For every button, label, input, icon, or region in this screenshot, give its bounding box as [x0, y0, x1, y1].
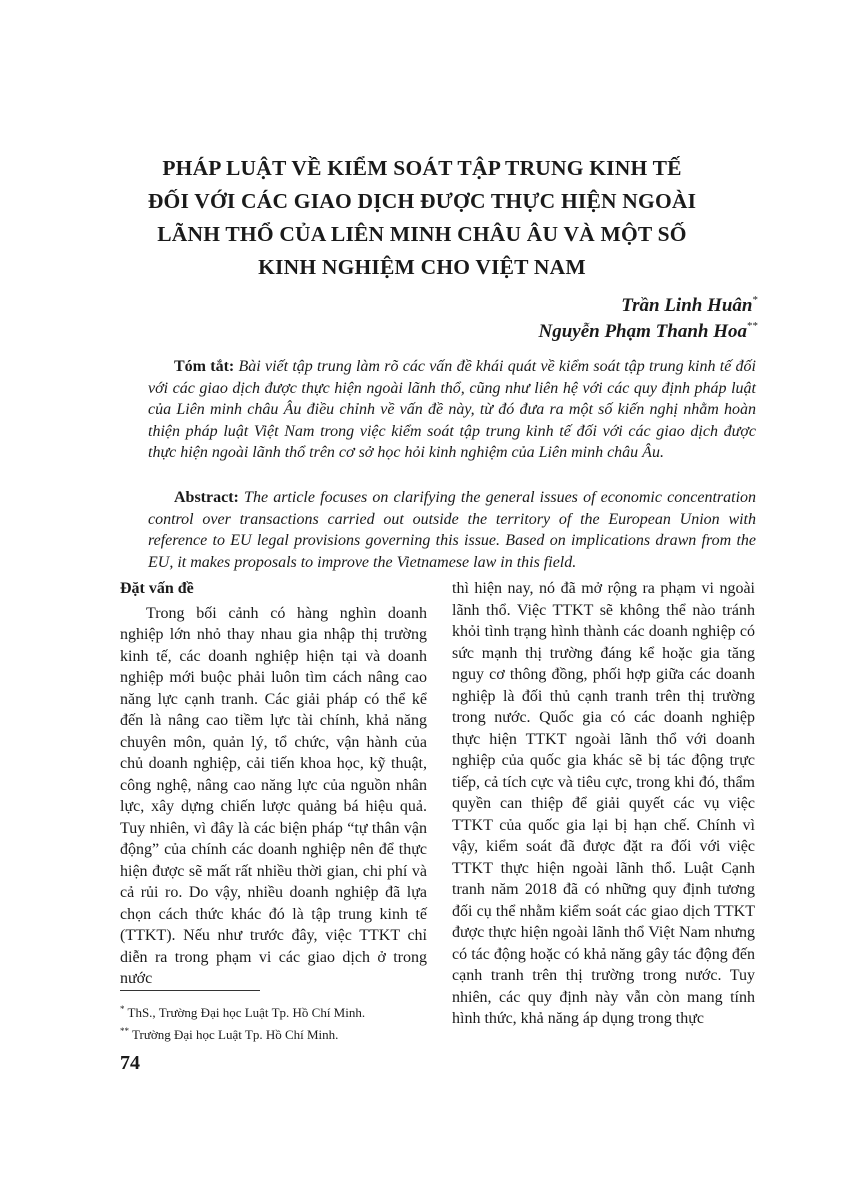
body-paragraph: Trong bối cảnh có hàng nghìn doanh nghiệp lớn nhỏ thay nhau gia nhập thị trường kinh tế, các doanh nghiệp hiện tại và doanh nghiệp mới buộc phải luôn tìm cách nâng cao năng lực cạnh tranh. Các giải pháp có thể kể đến là nâng cao tiềm lực tài chính, khả năng chuyên môn, quản lý, tổ chức, vận hành của chủ doanh nghiệp, cải tiến khoa học, kỹ thuật, công nghệ, nâng cao năng lực của nguồn nhân lực, xây dựng chiến lược quảng bá hiệu quả. Tuy nhiên, vì đây là các biện pháp “tự thân vận động” của chính các doanh nghiệp nên để thực hiện được sẽ mất rất nhiều thời gian, chi phí và cả rủi ro. Do vậy, nhiều doanh nghiệp đã lựa chọn cách thức khác đó là tập trung kinh tế (TTKT). Nếu như trước đây, việc TTKT chỉ diễn ra trong phạm vi các giao dịch ở trong nước: [120, 604, 427, 987]
footnote: [120, 1000, 427, 1022]
author-name: Nguyễn Phạm Thanh Hoa: [538, 321, 747, 342]
body-paragraph: thì hiện nay, nó đã mở rộng ra phạm vi ngoài lãnh thổ. Việc TTKT sẽ không thể nào tránh khỏi tình trạng hình thành các doanh nghiệp có sức mạnh thị trường đáng kể hoặc gia tăng nguy cơ thông đồng, phối hợp giữa các doanh nghiệp là đối thủ cạnh tranh trên thị trường trong nước. Quốc gia có các doanh nghiệp thực hiện TTKT ngoài lãnh thổ với doanh nghiệp của quốc gia khác sẽ bị tác động trực tiếp, cả tích cực và tiêu cực, trong khi đó, thẩm quyền can thiệp để giải quyết các vụ việc TTKT của quốc gia lại bị hạn chế. Chính vì vậy, kiểm soát đã được đặt ra đối với việc TTKT thực hiện ngoài lãnh thổ. Luật Cạnh tranh năm 2018 đã có những quy định tương đối cụ thể nhằm kiểm soát các giao dịch TTKT được thực hiện ngoài lãnh thổ Việt Nam nhưng có tác động hoặc có khả năng gây tác động đến cạnh tranh trên thị trường trong nước. Tuy nhiên, các quy định này vẫn còn mang tính hình thức, khả năng áp dụng trong thực: [452, 580, 755, 1027]
abstract-label: Tóm tắt:: [174, 358, 235, 375]
author-2: [538, 320, 758, 343]
author-1: [621, 294, 758, 317]
author-name: Trần Linh Huân: [621, 295, 753, 316]
abstract-label: Abstract:: [174, 489, 239, 506]
page-number: 74: [120, 1052, 140, 1074]
footnote-divider: [120, 990, 260, 991]
footnote-mark: *: [120, 1004, 125, 1014]
author-footnote-mark: *: [752, 294, 758, 306]
title-line: PHÁP LUẬT VỀ KIỂM SOÁT TẬP TRUNG KINH TẾ: [162, 156, 682, 180]
footnote-mark: **: [120, 1026, 129, 1036]
abstract-text: Bài viết tập trung làm rõ các vấn đề khái quát về kiểm soát tập trung kinh tế đối với các giao dịch được thực hiện ngoài lãnh thổ, cũng như liên hệ với các quy định pháp luật của Liên minh châu Âu điều chỉnh về vấn đề này, từ đó đưa ra một số kiến nghị nhằm hoàn thiện pháp luật Việt Nam trong việc kiểm soát tập trung kinh tế đối với các giao dịch được thực hiện ngoài lãnh thổ trên cơ sở học hỏi kinh nghiệm của Liên minh châu Âu.: [148, 358, 757, 461]
section-heading: Đặt vấn đề: [120, 580, 194, 597]
abstract-vietnamese: [148, 356, 756, 464]
footnote-text: ThS., Trường Đại học Luật Tp. Hồ Chí Minh.: [127, 1005, 366, 1020]
author-footnote-mark: **: [747, 320, 758, 332]
abstract-english: [148, 487, 756, 573]
title-line: KINH NGHIỆM CHO VIỆT NAM: [258, 255, 586, 279]
title-line: ĐỐI VỚI CÁC GIAO DỊCH ĐƯỢC THỰC HIỆN NGOÀI: [147, 189, 697, 213]
body-column-left: [120, 578, 427, 990]
article-title: [120, 152, 724, 284]
body-column-right: [452, 578, 755, 1030]
footnotes: [120, 1000, 427, 1044]
footnote: [120, 1022, 427, 1044]
abstract-text: The article focuses on clarifying the general issues of economic concentration control over transactions carried out outside the territory of the European Union with reference to EU legal provisions governing this issue. Based on implications drawn from the EU, it makes proposals to improve the Vietnamese law in this field.: [148, 489, 757, 571]
title-line: LÃNH THỔ CỦA LIÊN MINH CHÂU ÂU VÀ MỘT SỐ: [157, 222, 687, 246]
footnote-text: Trường Đại học Luật Tp. Hồ Chí Minh.: [132, 1027, 339, 1042]
